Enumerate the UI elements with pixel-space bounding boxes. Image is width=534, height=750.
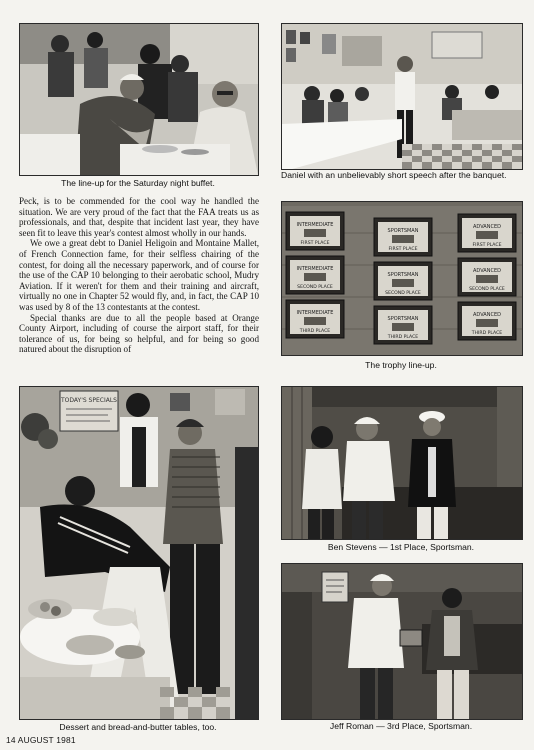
dessert-tables-photo: [19, 386, 259, 720]
article-paragraph: We owe a great debt to Daniel Heligoin and Montaine Mallet, of French Connection fame, for their selfless chairing of the contest, for doing all the necessary paperwork, and of course for the use of the CAP 10 belonging to their aerobatic school, Mudry Aviation. If it weren't for them and their training and aircraft, virtually no one in Chapter 52 would fly, and, in fact, the CAP 10 was used by 8 of the 13 contestants at the contest.: [19, 238, 259, 312]
trophy-plaque-place: THIRD PLACE: [299, 329, 331, 334]
trophy-plaque-place: THIRD PLACE: [471, 331, 503, 336]
article-paragraph: Special thanks are due to all the people based at Orange County Airport, including of course the airport staff, for their tolerance of us, for being so helpful, and for being so good natured about the disruption of: [19, 312, 259, 355]
trophy-plaque: [286, 300, 344, 338]
trophy-plaque: [286, 256, 344, 294]
trophy-plaque-place: THIRD PLACE: [387, 335, 419, 340]
daniel-speech-photo: [281, 23, 523, 170]
trophy-plaque: [374, 262, 432, 300]
buffet-lineup-caption: The line-up for the Saturday night buffet.: [61, 178, 215, 188]
trophy-plaque: [374, 218, 432, 256]
trophy-plaque-category: ADVANCED: [473, 224, 501, 230]
trophy-plaque-category: ADVANCED: [473, 312, 501, 318]
dessert-tables-caption: Dessert and bread-and-butter tables, too.: [59, 722, 217, 732]
trophy-plaque-place: SECOND PLACE: [385, 291, 421, 296]
trophy-plaque-place: FIRST PLACE: [472, 243, 502, 248]
trophy-lineup-caption: The trophy line-up.: [365, 360, 437, 370]
trophy-plaque-category: INTERMEDIATE: [296, 266, 334, 272]
trophy-plaque-place: SECOND PLACE: [297, 285, 333, 290]
trophy-plaque-category: INTERMEDIATE: [296, 222, 334, 228]
jeff-roman-photo: [281, 563, 523, 720]
trophy-plaque: [458, 258, 516, 296]
trophy-plaque-place: FIRST PLACE: [388, 247, 418, 252]
trophy-plaque-category: SPORTSMAN: [387, 228, 419, 234]
article-text: [19, 196, 259, 355]
ben-stevens-photo: [281, 386, 523, 540]
daniel-speech-caption: Daniel with an unbelievably short speech after the banquet.: [281, 170, 507, 180]
trophy-plaque: [374, 306, 432, 344]
page-footer: 14 AUGUST 1981: [6, 735, 76, 745]
trophy-plaque-place: SECOND PLACE: [469, 287, 505, 292]
trophy-plaque: [458, 302, 516, 340]
trophy-plaque-category: SPORTSMAN: [387, 316, 419, 322]
trophy-plaque-place: FIRST PLACE: [300, 241, 330, 246]
trophy-plaque: [458, 214, 516, 252]
ben-stevens-caption: Ben Stevens — 1st Place, Sportsman.: [327, 542, 475, 552]
trophy-plaque-category: SPORTSMAN: [387, 272, 419, 278]
article-paragraph: Peck, is to be commended for the cool way he handled the situation. We are very proud of the fact that the FAA treats us as professionals, and that, despite that incident last year, they have seen fit to leave this year's contest almost wholly in our hands.: [19, 196, 259, 238]
trophy-lineup-photo: [281, 201, 523, 356]
trophy-plaque-category: INTERMEDIATE: [296, 310, 334, 316]
buffet-lineup-photo: [19, 23, 259, 176]
trophy-plaque: [286, 212, 344, 250]
specials-sign-text: TODAY'S SPECIALS: [60, 397, 118, 404]
trophy-plaque-category: ADVANCED: [473, 268, 501, 274]
jeff-roman-caption: Jeff Roman — 3rd Place, Sportsman.: [329, 721, 473, 731]
